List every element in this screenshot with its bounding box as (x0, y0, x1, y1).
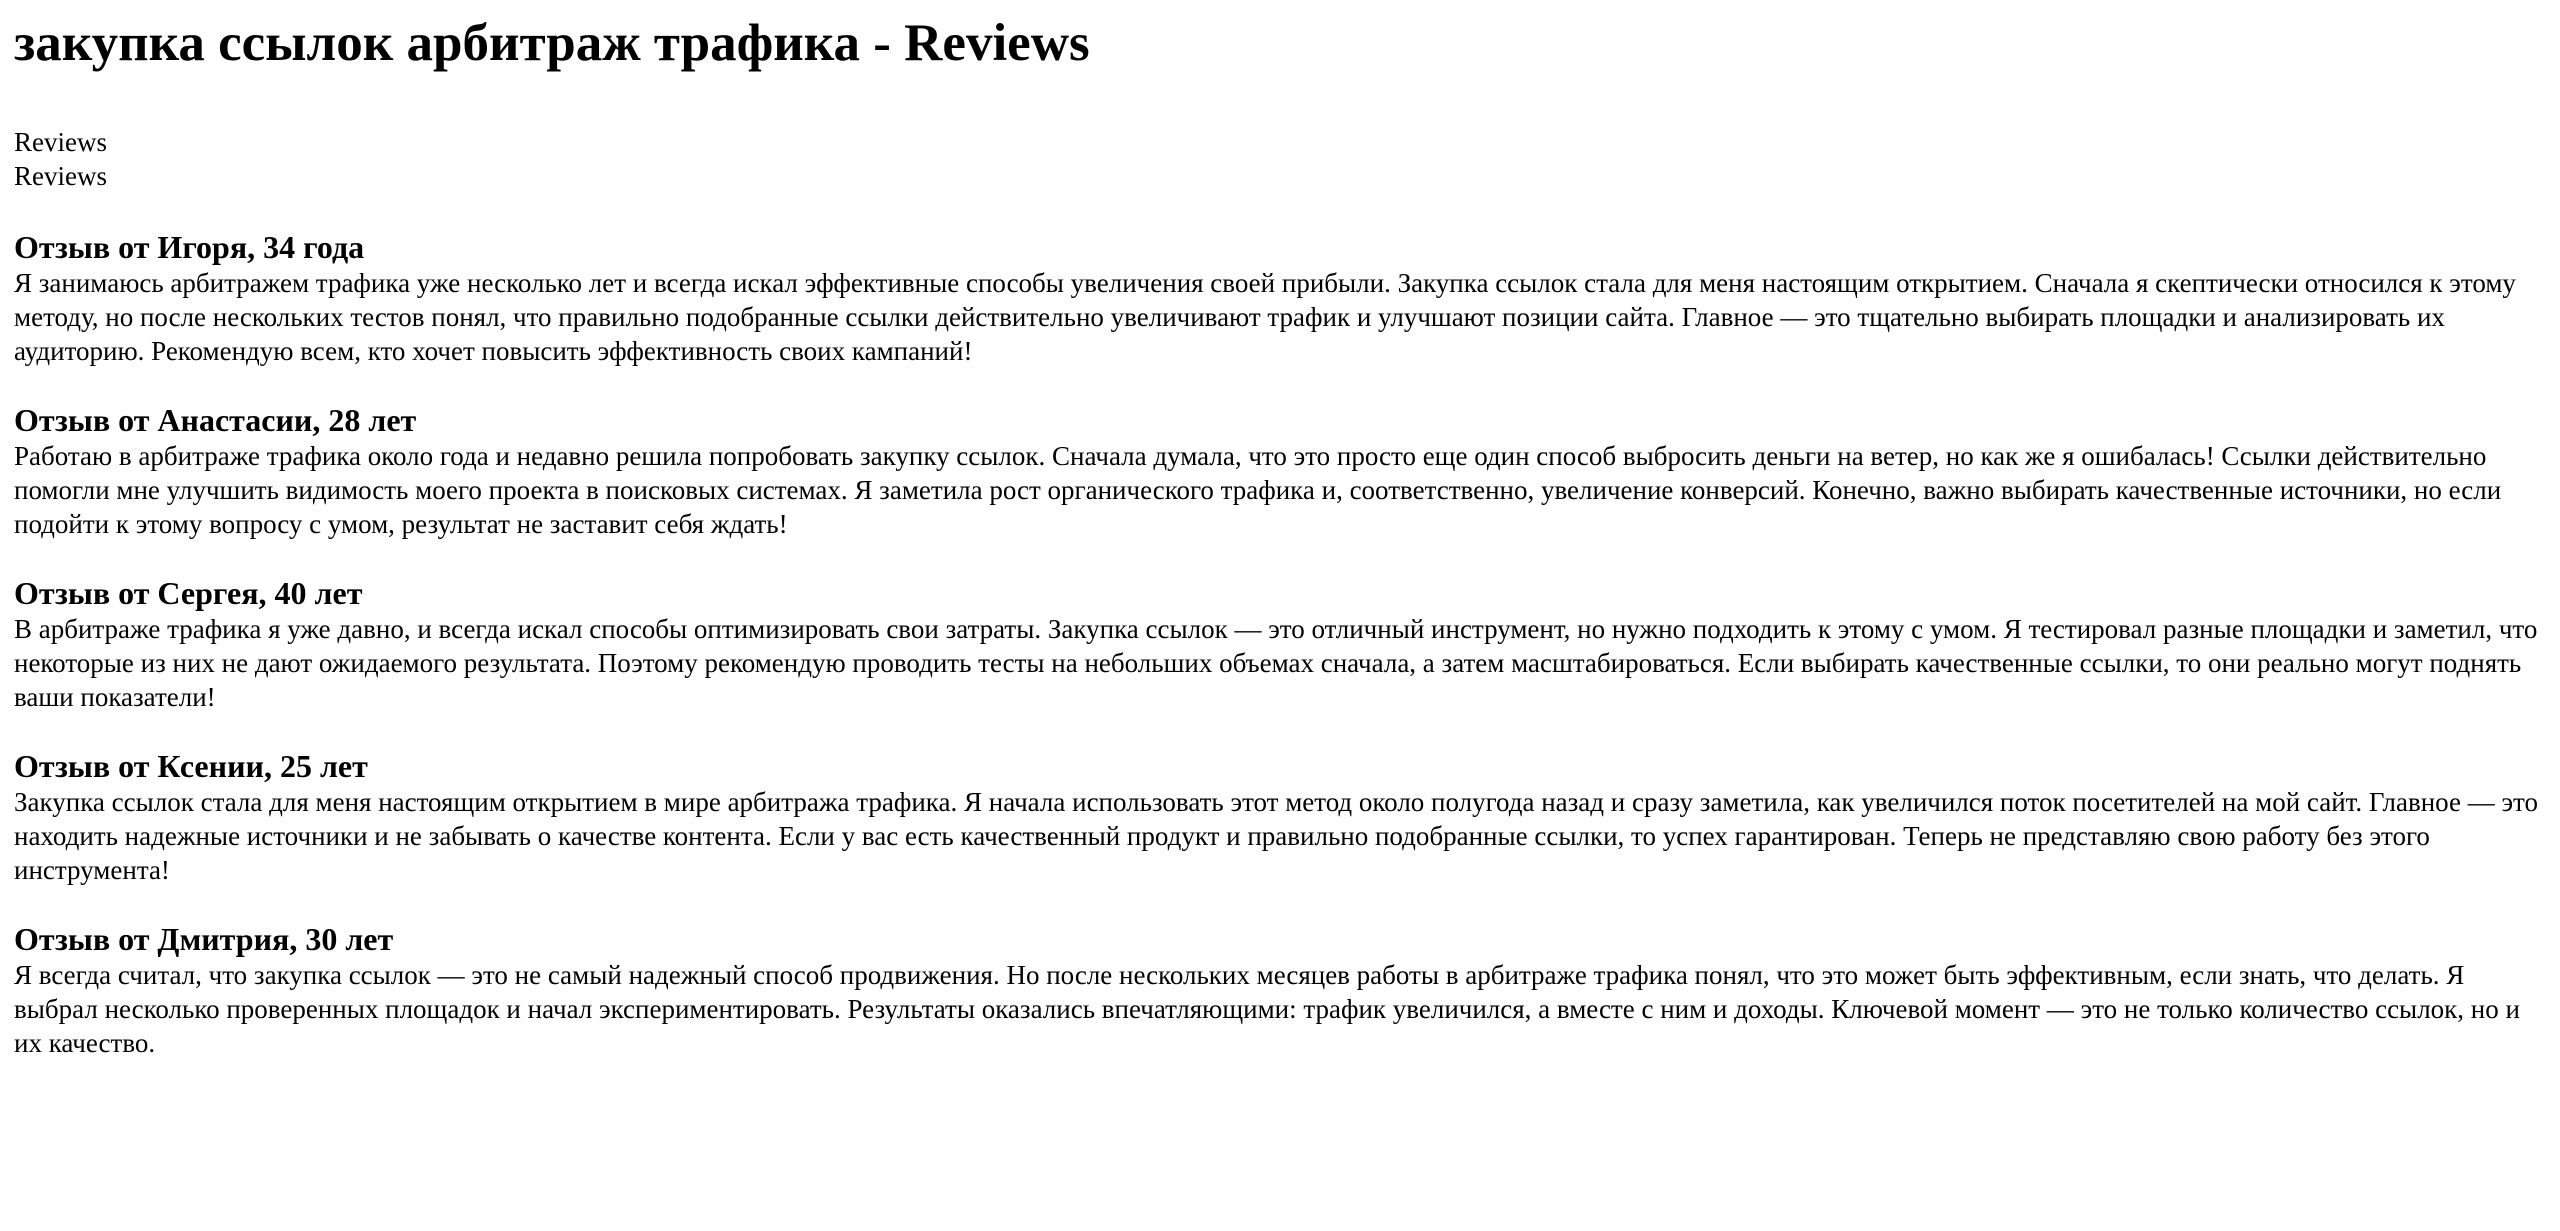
review-title: Отзыв от Анастасии, 28 лет (14, 402, 417, 438)
review-text: Я всегда считал, что закупка ссылок — это не самый надежный способ продвижения. Но после нескольких месяцев работы в арбитраже трафика понял, что это может быть эффективным, если знать, что делать. Я выбрал несколько проверенных площадок и начал экспериментировать. Результаты оказались впечатляющими: трафик увеличился, а вместе с ним и доходы. Ключевой момент — это не только количество ссылок, но и их качество. (14, 960, 2520, 1058)
review-text: В арбитраже трафика я уже давно, и всегда искал способы оптимизировать свои затраты. Закупка ссылок — это отличный инструмент, но нужно подходить к этому с умом. Я тестировал разные площадки и заметил, что некоторые из них не дают ожидаемого результата. Поэтому рекомендую проводить тесты на небольших объемах сначала, а затем масштабироваться. Если выбирать качественные ссылки, то они реально могут поднять ваши показатели! (14, 614, 2538, 712)
review-igor (14, 229, 2544, 368)
page-container (0, 13, 2544, 1060)
review-title: Отзыв от Ксении, 25 лет (14, 748, 368, 784)
review-title: Отзыв от Дмитрия, 30 лет (14, 921, 394, 957)
breadcrumb-item: Reviews (14, 161, 107, 191)
breadcrumb (14, 125, 2544, 193)
page-title: закупка ссылок арбитраж трафика - Reviews (14, 14, 1090, 72)
review-sergey (14, 575, 2544, 714)
review-ksenia (14, 748, 2544, 887)
review-text: Работаю в арбитраже трафика около года и недавно решила попробовать закупку ссылок. Сначала думала, что это просто еще один способ выбросить деньги на ветер, но как же я ошибалась! Ссылки действительно помогли мне улучшить видимость моего проекта в поисковых системах. Я заметила рост органического трафика и, соответственно, увеличение конверсий. Конечно, важно выбирать качественные источники, но если подойти к этому вопросу с умом, результат не заставит себя ждать! (14, 441, 2502, 539)
review-text: Закупка ссылок стала для меня настоящим открытием в мире арбитража трафика. Я начала использовать этот метод около полугода назад и сразу заметила, как увеличился поток посетителей на мой сайт. Главное — это находить надежные источники и не забывать о качестве контента. Если у вас есть качественный продукт и правильно подобранные ссылки, то успех гарантирован. Теперь не представляю свою работу без этого инструмента! (14, 787, 2538, 885)
review-anastasia (14, 402, 2544, 541)
review-text: Я занимаюсь арбитражем трафика уже несколько лет и всегда искал эффективные способы увеличения своей прибыли. Закупка ссылок стала для меня настоящим открытием. Сначала я скептически относился к этому методу, но после нескольких тестов понял, что правильно подобранные ссылки действительно увеличивают трафик и улучшают позиции сайта. Главное — это тщательно выбирать площадки и анализировать их аудиторию. Рекомендую всем, кто хочет повысить эффективность своих кампаний! (14, 268, 2516, 366)
review-dmitry (14, 921, 2544, 1060)
review-title: Отзыв от Игоря, 34 года (14, 229, 365, 265)
breadcrumb-item: Reviews (14, 127, 107, 157)
review-title: Отзыв от Сергея, 40 лет (14, 575, 363, 611)
